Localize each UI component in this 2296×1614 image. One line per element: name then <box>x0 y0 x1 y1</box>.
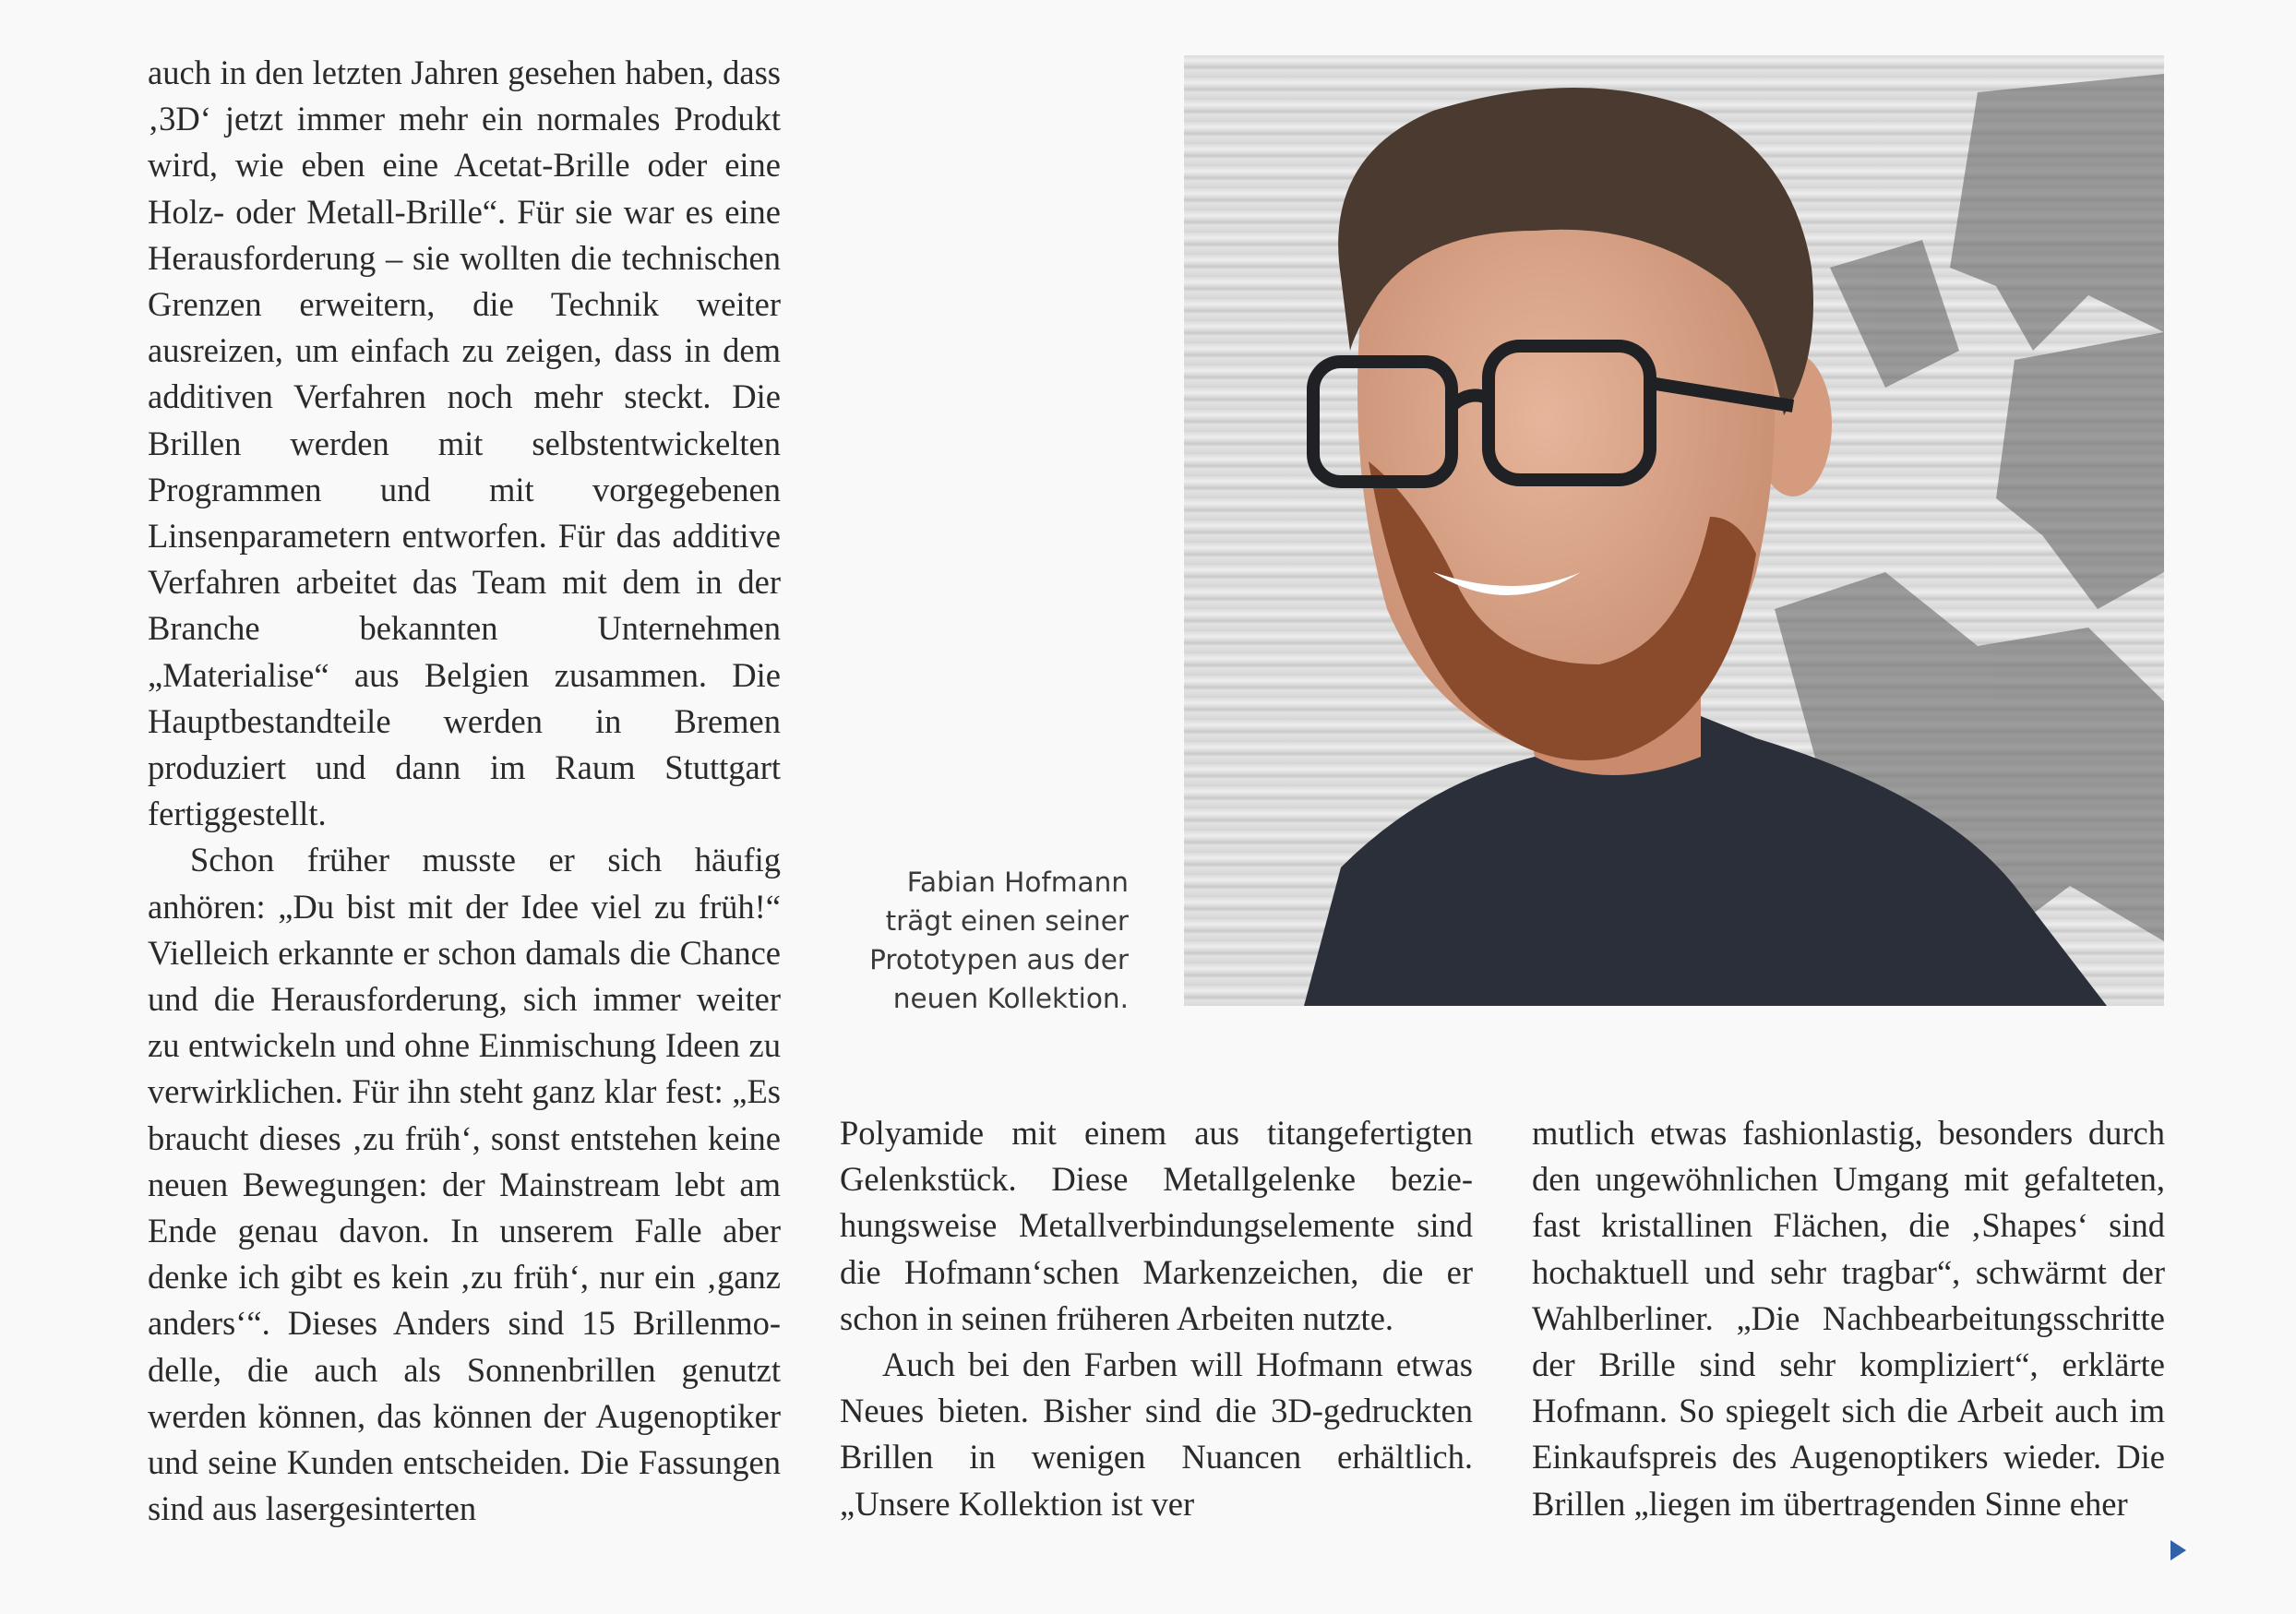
paragraph: Schon früher musste er sich häufig anhören: „Du bist mit der Idee viel zu früh!“ Vielleich erkannte er schon damals die Chance und die Herausforderung, sich immer weiter zu entwickeln und ohne Einmischung Ideen zu verwirklichen. Für ihn steht ganz klar fest: „Es braucht dieses ‚zu früh‘, sonst entstehen keine neuen Bewegungen: der Mainstream lebt am Ende genau davon. In unserem Falle aber denke ich gibt es kein ‚zu früh‘, nur ein ‚ganz anders‘“. Dieses Anders sind 15 Brillenmodelle, die auch als Sonnenbrillen genutzt werden können, das können der Augenoptiker und seine Kunden entscheiden. Die Fassungen sind aus lasergesinterten <box>148 841 781 1528</box>
caption-line: neuen Kollektion. <box>892 983 1129 1014</box>
caption-line: Prototypen aus der <box>869 944 1129 975</box>
article-column-2 <box>840 1110 1473 1527</box>
photo-caption <box>759 863 1129 1018</box>
paragraph: Polyamide mit einem aus titangefertigten Gelenkstück. Diese Metallgelenke beziehungsweise Metallverbindungselemente sind die Hofmann‘schen Markenzeichen, die er schon in seinen früheren Arbeiten nutzte. <box>840 1114 1473 1337</box>
paragraph: Auch bei den Farben will Hofmann etwas Neues bieten. Bisher sind die 3D-gedruckten Brillen in wenigen Nuancen erhältlich. „Unsere Kollektion ist ver <box>840 1345 1473 1523</box>
paragraph: auch in den letzten Jahren gesehen haben, dass ‚3D‘ jetzt immer mehr ein normales Produkt wird, wie eben eine Acetat-Brille oder eine Holz- oder Metall-Brille“. Für sie war es eine Herausforderung – sie wollten die technischen Grenzen erweitern, die Technik weiter ausreizen, um einfach zu zeigen, dass in dem additiven Verfahren noch mehr steckt. Die Brillen werden mit selbstentwickelten Programmen und mit vorgegebenen Linsenparametern entworfen. Für das additive Verfahren arbeitet das Team mit dem in der Branche bekannten Unternehmen „Materialise“ aus Belgien zusammen. Die Hauptbestandteile werden in Bremen produziert und dann im Raum Stuttgart fertiggestellt. <box>148 54 781 833</box>
caption-line: trägt einen seiner <box>885 905 1129 937</box>
article-column-1 <box>148 50 781 1533</box>
portrait-photo <box>1184 55 2164 1006</box>
article-column-3 <box>1532 1110 2165 1527</box>
continue-arrow-icon <box>2170 1540 2186 1560</box>
caption-line: Fabian Hofmann <box>906 867 1129 898</box>
paragraph: mutlich etwas fashionlastig, besonders durch den ungewöhnlichen Umgang mit gefalteten, fast kristallinen Flächen, die ‚Shapes‘ sind hochaktuell und sehr tragbar“, schwärmt der Wahlberliner. „Die Nachbearbeitungsschritte der Brille sind sehr kompliziert“, erklärte Hofmann. So spiegelt sich die Arbeit auch im Einkaufspreis des Augenoptikers wieder. Die Brillen „liegen im übertragenden Sinne eher <box>1532 1114 2165 1523</box>
